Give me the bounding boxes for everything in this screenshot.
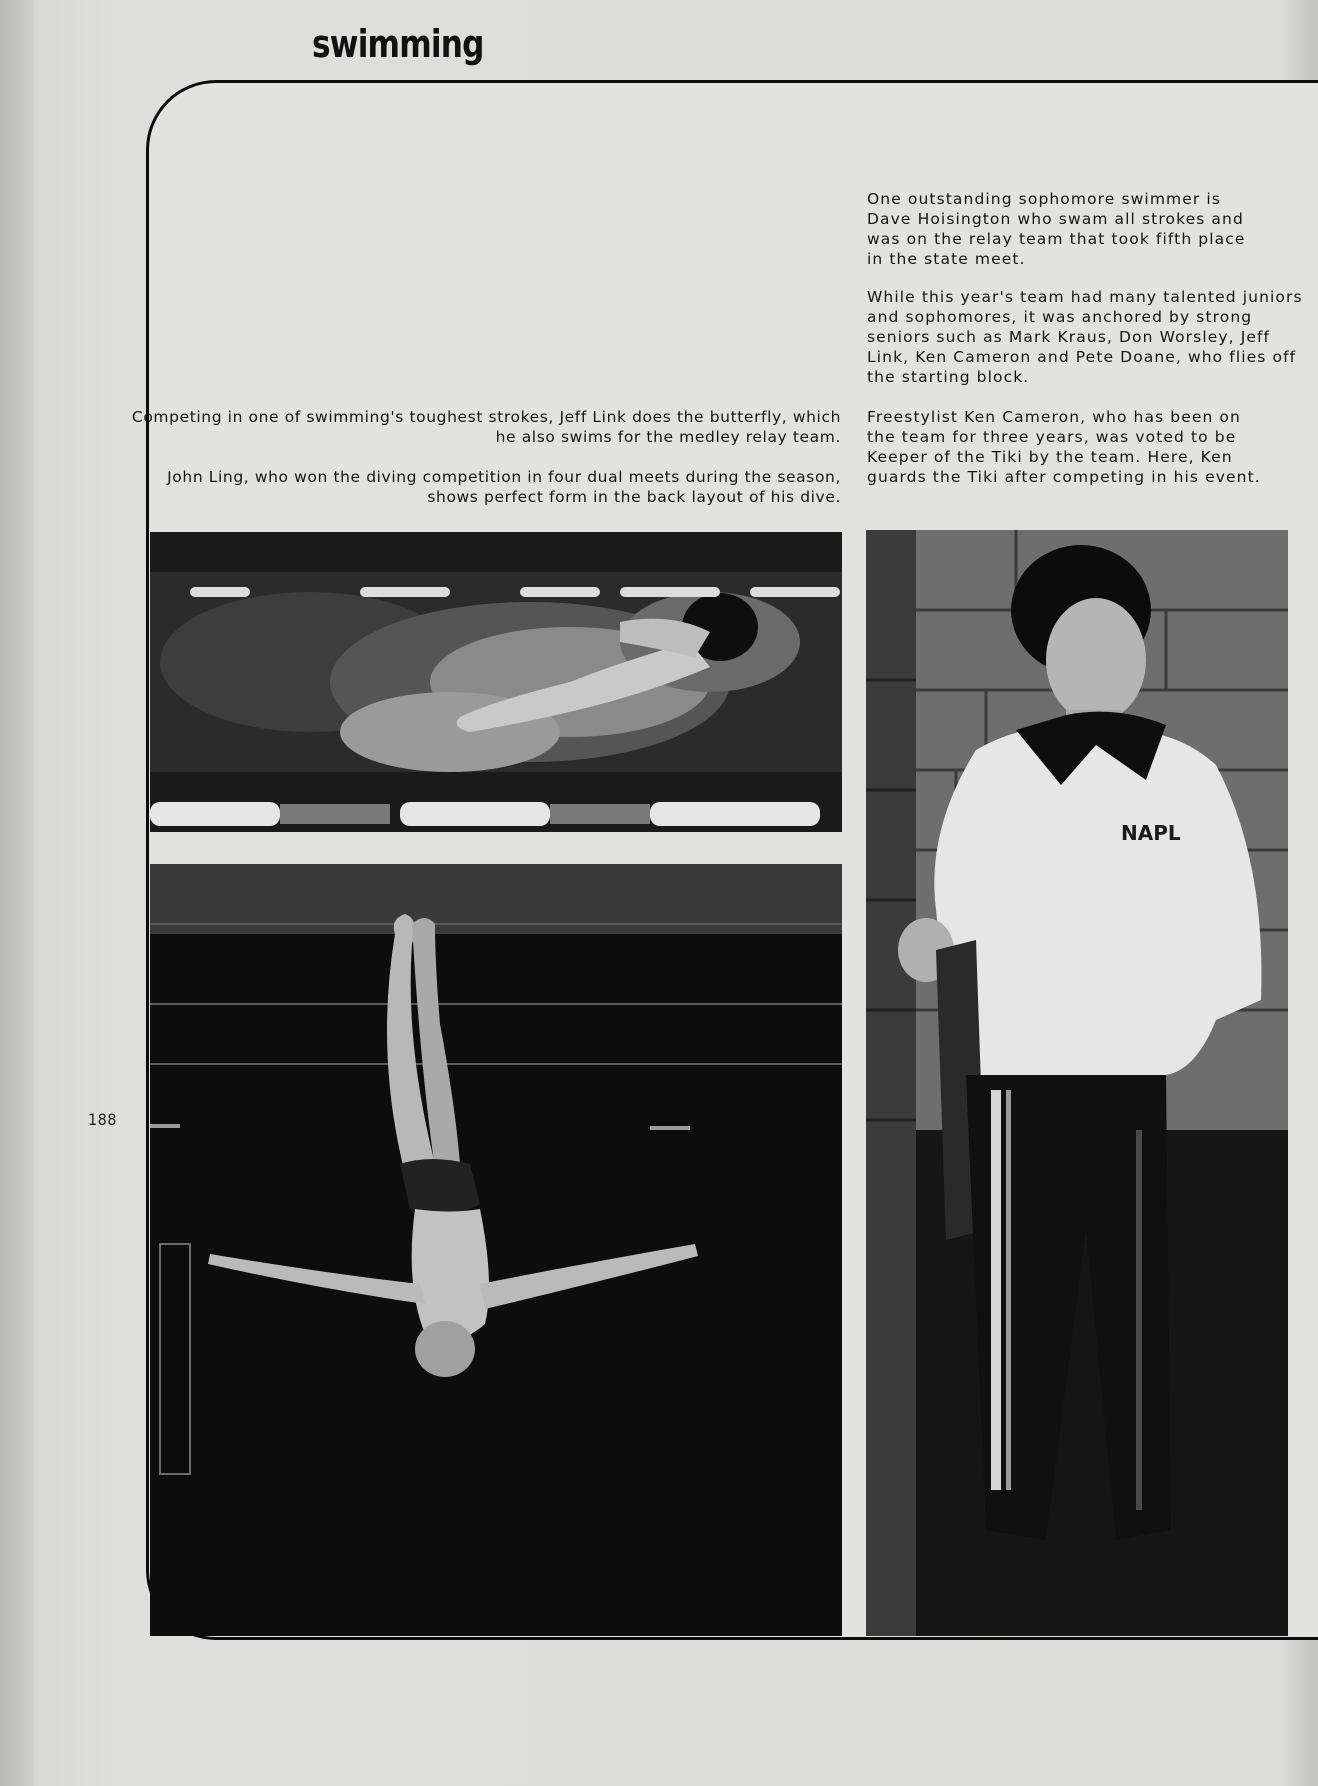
caption-butterfly: Competing in one of swimming's toughest strokes, Jeff Link does the butterfly, which he also swims for the medley relay team. xyxy=(131,408,841,446)
caption-hoisington: One outstanding sophomore swimmer is Dave Hoisington who swam all strokes and was on the relay team that took fifth place in the state meet. xyxy=(867,190,1246,268)
book-spine-shadow xyxy=(0,0,34,1786)
caption-seniors: While this year's team had many talented juniors and sophomores, it was anchored by strong seniors such as Mark Kraus, Don Worsley, Jeff Link, Ken Cameron and Pete Doane, who flies off the starting block. xyxy=(867,288,1303,386)
dive-photo xyxy=(150,864,842,1636)
caption-dive: John Ling, who won the diving competition in four dual meets during the season, shows perfect form in the back layout of his dive. xyxy=(167,468,841,506)
section-title: swimming xyxy=(312,22,484,66)
jacket-lettering: NAPL xyxy=(1121,821,1181,845)
butterfly-photo xyxy=(150,532,842,832)
page-number: 188 xyxy=(88,1110,117,1129)
cameron-photo xyxy=(866,530,1288,1636)
photo-gutter xyxy=(842,530,866,1636)
caption-cameron: Freestylist Ken Cameron, who has been on the team for three years, was voted to be Keeper of the Tiki by the team. Here, Ken guards the Tiki after competing in his event. xyxy=(867,408,1261,486)
photo-divider xyxy=(150,832,842,864)
